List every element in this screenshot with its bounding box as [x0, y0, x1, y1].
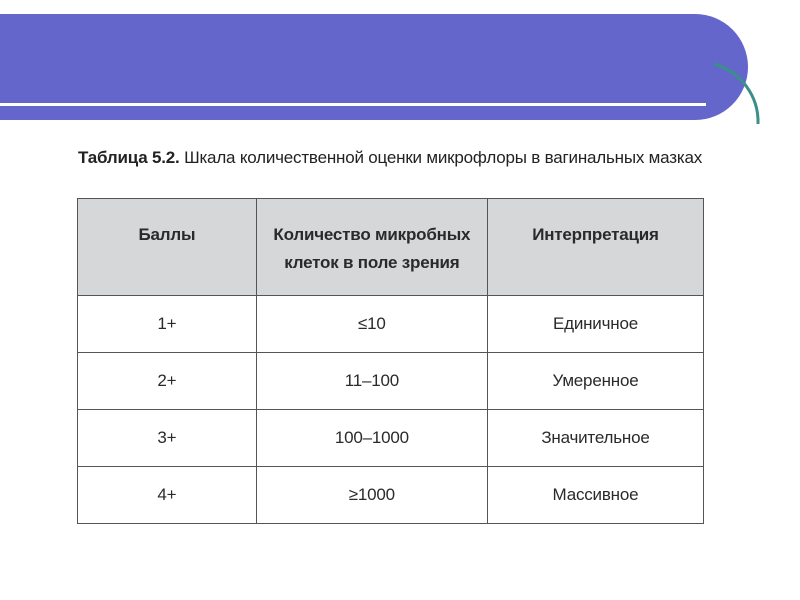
table-header-row	[78, 199, 704, 296]
score-cell: 2+	[78, 353, 257, 410]
table-row	[78, 467, 704, 524]
decorative-arc	[694, 24, 764, 224]
count-cell: ≥1000	[256, 467, 487, 524]
table-row	[78, 296, 704, 353]
interpretation-cell: Значительное	[487, 410, 703, 467]
count-cell: 100–1000	[256, 410, 487, 467]
count-cell: ≤10	[256, 296, 487, 353]
table-caption-text: Шкала количественной оценки микрофлоры в вагинальных мазках	[179, 148, 702, 167]
count-cell: 11–100	[256, 353, 487, 410]
banner-underline	[0, 103, 706, 106]
interpretation-cell: Единичное	[487, 296, 703, 353]
score-cell: 1+	[78, 296, 257, 353]
header-cell-count: Количество микробных клеток в поле зрения	[256, 199, 487, 296]
interpretation-cell: Умеренное	[487, 353, 703, 410]
table-row	[78, 410, 704, 467]
microflora-score-table	[77, 198, 704, 524]
score-cell: 4+	[78, 467, 257, 524]
table-caption	[78, 148, 702, 168]
interpretation-cell: Массивное	[487, 467, 703, 524]
header-score: Баллы	[78, 199, 257, 296]
score-cell: 3+	[78, 410, 257, 467]
header-interpretation: Интерпретация	[487, 199, 703, 296]
table-row	[78, 353, 704, 410]
table-caption-label: Таблица 5.2.	[78, 148, 180, 167]
